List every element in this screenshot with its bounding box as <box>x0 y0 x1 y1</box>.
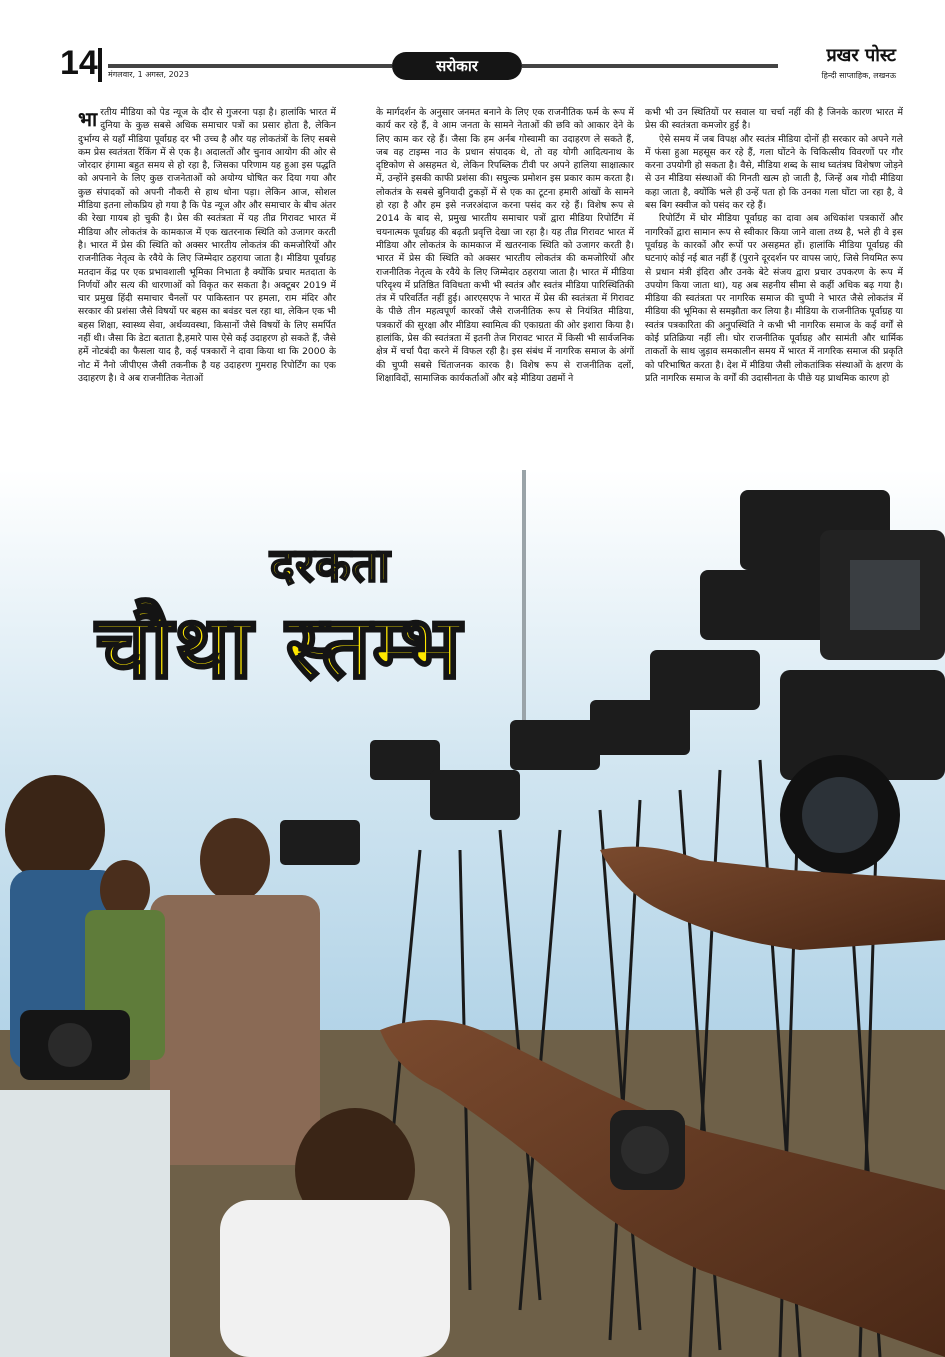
column-2-text: के मार्गदर्शन के अनुसार जनमत बनाने के लिए एक राजनीतिक फर्म के रूप में कार्य कर रहे हैं, वे आम जनता के सामने नेताओं की छवि को आकार देने के लिए काम कर रहे हैं। जैसा कि हम अर्नब गोस्वामी का उदाहरण ले सकते हैं, जब वह टाइम्स नाउ के प्रधान संपादक थे, तो वह योगी आदित्यनाथ के दृष्टिकोण से असहमत थे, लेकिन रिपब्लिक टीवी पर अपने हालिया साक्षात्कार में, उन्होंने इसकी काफी प्रशंसा की। सघुल्क प्रमोशन इस प्रकार काम करता है। लोकतंत्र के सबसे बुनियादी टुकड़ों में से एक का टूटना हमारी आंखों के सामने हो रहा है और हम इसे नजरअंदाज करना पसंद कर रहे हैं। विशेष रूप से 2014 के बाद से, प्रमुख भारतीय समाचार पत्रों द्वारा मीडिया रिपोर्टिंग में चयनात्मक पूर्वाग्रह की बढ़ती प्रवृत्ति देखा जा रहा है। यह तीव्र गिरावट भारत में मीडिया और लोकतंत्र के कामकाज में खतरनाक स्थिति को उजागर करती है। भारत में प्रेस की स्थिति को अक्सर भारतीय लोकतंत्र की कमजोरियों और राजनीतिक नेतृत्व के रवैये के लिए जिम्मेदार ठहराया जाता है। भारत में मीडिया परिदृश्य में प्रतिष्ठित विविधता कभी भी स्वतंत्र और स्वतंत्र मीडिया पारिस्थितिकी तंत्र में परिवर्तित नहीं हुई। आरएसएफ ने भारत में प्रेस की स्वतंत्रता में गिरावट के पीछे तीन महत्वपूर्ण कारकों जैसे राजनीतिक रूप से नियंत्रित मीडिया, पत्रकारों की सुरक्षा और मीडिया स्वामित्व की एकाग्रता की ओर इशारा किया है। हालांकि, प्रेस की स्वतंत्रता में इतनी तेज गिरावट भारत में किसी भी सार्वजनिक क्षेत्र में चर्चा पैदा करने में विफल रही है। इस संबंध में नागरिक समाज के अंगों की चुप्पी सबसे चिंताजनक कारक है। विशेष रूप से राजनीतिक दलों, शिक्षाविदों, सामाजिक कार्यकर्ताओं और बड़े मीडिया उद्यमों ने <box>376 107 634 384</box>
article-column-1 <box>78 106 336 466</box>
light-pole <box>522 470 526 760</box>
masthead-tagline: हिन्दी साप्ताहिक, लखनऊ <box>821 71 896 80</box>
column-3-paragraph-1: कभी भी उन स्थितियों पर सवाल या चर्चा नहीं की है जिनके कारण भारत में प्रेस की स्वतंत्रता कमजोर हुई है। <box>645 107 903 132</box>
page-header <box>0 0 945 92</box>
header-rule-left <box>108 64 392 68</box>
section-label: सरोकार <box>392 52 522 80</box>
page-number-divider <box>98 48 102 82</box>
column-1-text: रतीय मीडिया को पेड न्यूज के दौर से गुजरना पड़ा है। हालांकि भारत में दुनिया के कुछ सबसे अधिक समाचार पत्रों का प्रसार होता है, लेकिन दुर्भाग्य से यहाँ मीडिया पूर्वाग्रह दर भी उच्च है और यह लोकतंत्रों के लिए सबसे कम प्रेस स्वतंत्रता रैंकिंग में से एक है। अदालतों और चुनाव आयोग की ओर से जोरदार हंगामा बहुत समय से हो रहा है, जिसका परिणाम यह हुआ इस पद्धति को अपनाने के लिए कुछ राजनेताओं को अयोग्य घोषित कर दिया गया और कुछ संपादकों को अपनी नौकरी से हाथ धोना पड़ा। लेकिन आज, सोशल मीडिया इतना लोकप्रिय हो गया है कि पेड न्यूज और और समाचार के बीच अंतर की रेखा गायब हो चुकी है। प्रेस की स्वतंत्रता में यह तीव्र गिरावट भारत में मीडिया और लोकतंत्र के कामकाज में एक खतरनाक स्थिति को उजागर करती है। भारत में प्रेस की स्थिति को अक्सर भारतीय लोकतंत्र की कमजोरियों और राजनीतिक नेतृत्व के रवैये के लिए जिम्मेदार ठहराया जाता है। मीडिया पूर्वाग्रह मतदान केंद्र पर एक प्रभावशाली भूमिका निभाता है क्योंकि प्रचार मतदाता के निर्णयों और सत्य की धारणाओं को विकृत कर सकता है। अक्टूबर 2019 में चार प्रमुख हिंदी समाचार चैनलों पर पाकिस्तान पर हमला, राम मंदिर और सरकार की प्रशंसा जैसे विषयों पर बहस का बवंडर चल रहा था, लेकिन एक भी बहस शिक्षा, स्वास्थ्य सेवा, अर्थव्यवस्था, किसानों जैसे विषयों के लिए समर्पित नहीं थी। जैसा कि डेटा बताता है,हमारे पास ऐसे कई उदाहरण हो सकते हैं, जैसे हमें नोटबंदी का फैसला याद है, कई पत्रकारों ने दावा किया था कि 2000 के नोट में नैनो जीपीएस जैसी तकनीक है यह उदाहरण गुमराह रिपोर्टिंग का एक उदाहरण है। वे अब राजनीतिक नेताओं <box>78 107 336 384</box>
drop-cap: भा <box>78 107 98 131</box>
header-rule-right <box>522 64 778 68</box>
column-3-paragraph-2: ऐसे समय में जब विपक्ष और स्वतंत्र मीडिया दोनों ही सरकार को अपने गले में फंसा हुआ महसूस कर रहे हैं, गला घोंटने के चिकित्सीय विवरणों पर गौर करना उपयोगी हो सकता है। वैसे, मीडिया शब्द के साथ घ्वतंत्रघ विशेषण जोड़ने से उन मीडिया संस्थाओं की गिनती खत्म हो जाती है, जिन्हें अब गोदी मीडिया कहा जाता है, क्योंकि भले ही उन्हें पता हो कि उनका गला घोंटा जा रहा है, वे बस बिग स्क्वीज को पसंद कर रहे हैं। <box>645 133 903 212</box>
masthead: प्रखर पोस्ट <box>826 45 896 66</box>
column-3-paragraph-3: रिपोर्टिंग में घोर मीडिया पूर्वाग्रह का दावा अब अधिकांश पत्रकारों और नागरिकों द्वारा सामान रूप से स्वीकार किया जाने वाला तथ्य है, भले ही वे इस पूर्वाग्रह के कारकों और रूपों पर असहमत हों। हालांकि मीडिया पूर्वाग्रह की घटनाएं कोई नई बात नहीं हैं (पुराने दूरदर्शन पर वापस जाएं, जिसे नियमित रूप से प्रधान मंत्री इंदिरा और उनके बेटे संजय द्वारा प्रचार उपकरण के रूप में उपयोग किया जाता था), यह अब सहनीय सीमा से कहीं अधिक बढ़ गया है। मीडिया की स्वतंत्रता पर नागरिक समाज की चुप्पी ने भारत जैसे लोकतंत्र में मीडिया की भूमिका से समझौता कर लिया है। मीडिया के राजनीतिक पूर्वाग्रह या स्वतंत्र पत्रकारिता की अनुपस्थिति ने कभी भी नागरिक समाज के कई वर्गों से कोई प्रतिक्रिया नहीं ली। घोर राजनीतिक पूर्वाग्रह और सामंती और धार्मिक ताकतों के साथ जुड़ाव समकालीन समय में भारत में नागरिक समाज की प्रकृति को परिभाषित करता है। देश में मीडिया जैसी लोकतांत्रिक संस्थाओं के क्षरण के प्रति नागरिक समाज के वर्गों की उदासीनता के पीछे यह प्राथमिक कारण हो <box>645 213 903 384</box>
issue-date: मंगलवार, 1 अगस्त, 2023 <box>108 70 189 79</box>
headline-small: दरकता <box>270 538 391 592</box>
page-number: 14 <box>60 44 98 82</box>
article-body <box>78 106 903 466</box>
article-column-3 <box>645 106 903 466</box>
article-column-2 <box>376 106 634 466</box>
headline-large: चौथा स्तम्भ <box>96 598 463 698</box>
